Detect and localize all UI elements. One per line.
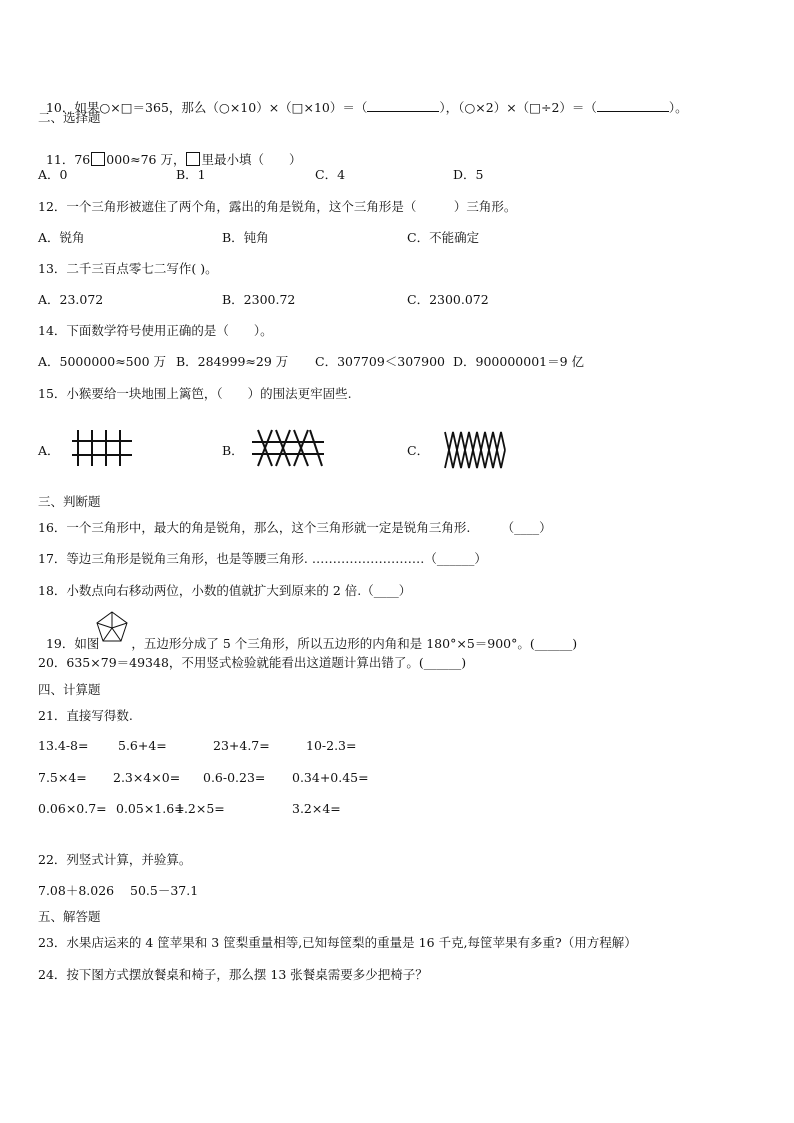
question-14: 14．下面数学符号使用正确的是（ ）。 <box>38 323 273 338</box>
calc-item: 3.2×4= <box>292 801 341 816</box>
calc-item: 1.2×5= <box>176 801 225 816</box>
option-b[interactable]: B．钝角 <box>222 230 269 245</box>
pentagon-diagram <box>95 610 129 644</box>
option-d[interactable]: D．900000001＝9 亿 <box>453 354 585 369</box>
fence-cross-image <box>250 428 326 468</box>
vertical-calc-item: 7.08＋8.026 <box>38 883 115 898</box>
question-18: 18．小数点向右移动两位，小数的值就扩大到原来的 2 倍.（____） <box>38 583 412 598</box>
question-24: 24．按下图方式摆放餐桌和椅子，那么摆 13 张餐桌需要多少把椅子？ <box>38 967 428 982</box>
question-12: 12．一个三角形被遮住了两个角，露出的角是锐角，这个三角形是（ ）三角形。 <box>38 199 517 214</box>
calc-item: 0.05×1.6= <box>116 801 185 816</box>
calc-item: 0.6-0.23= <box>203 770 266 785</box>
option-d[interactable]: D．5 <box>453 167 484 182</box>
calc-item: 5.6+4= <box>118 738 167 753</box>
calc-item: 7.5×4= <box>38 770 87 785</box>
option-c[interactable]: C． <box>407 443 430 458</box>
section-heading-choice: 二、选择题 <box>38 110 101 125</box>
answer-blank[interactable] <box>597 99 669 112</box>
calc-item: 0.34+0.45= <box>292 770 369 785</box>
option-c[interactable]: C．2300.072 <box>407 292 489 307</box>
fence-zigzag-image <box>443 430 507 470</box>
option-b[interactable]: B．284999≈29 万 <box>176 354 289 369</box>
option-a[interactable]: A． <box>38 443 60 458</box>
calc-item: 0.06×0.7= <box>38 801 107 816</box>
option-c[interactable]: C．不能确定 <box>407 230 480 245</box>
calc-item: 10-2.3= <box>306 738 357 753</box>
question-23: 23．水果店运来的 4 筐苹果和 3 筐梨重量相等,已知每筐梨的重量是 16 千克,每筐苹果有多重?（用方程解） <box>38 935 637 950</box>
blank-box <box>91 152 105 166</box>
option-a[interactable]: A．5000000≈500 万 <box>38 354 167 369</box>
question-11: 11．76 000≈76 万， 里最小填（ ） <box>45 152 302 167</box>
question-17: 17．等边三角形是锐角三角形，也是等腰三角形. ………………………（______） <box>38 551 487 566</box>
option-c[interactable]: C．4 <box>315 167 346 182</box>
vertical-calc-item: 50.5－37.1 <box>130 883 199 898</box>
option-a[interactable]: A．0 <box>38 167 68 182</box>
calc-item: 23+4.7= <box>213 738 270 753</box>
option-c[interactable]: C．307709＜307900 <box>315 354 445 369</box>
blank-box <box>186 152 200 166</box>
fence-grid-image <box>70 428 134 468</box>
section-heading-judge: 三、判断题 <box>38 494 101 509</box>
question-15: 15．小猴要给一块地围上篱笆，（ ）的围法更牢固些. <box>38 386 352 401</box>
question-21: 21．直接写得数. <box>38 708 133 723</box>
question-10: 10．如果○×□＝365，那么（○×10）×（□×10）＝（ ），（○×2）×（□÷2）＝（ ）。 <box>45 100 688 115</box>
section-heading-solve: 五、解答题 <box>38 909 101 924</box>
calc-item: 13.4-8= <box>38 738 89 753</box>
option-b[interactable]: B．2300.72 <box>222 292 296 307</box>
option-b[interactable]: B． <box>222 443 244 458</box>
answer-blank[interactable] <box>367 99 439 112</box>
option-a[interactable]: A．23.072 <box>38 292 104 307</box>
question-19: 19．如图 ，五边形分成了 5 个三角形，所以五边形的内角和是 180°×5＝900°。(______) <box>45 636 578 651</box>
section-heading-calc: 四、计算题 <box>38 682 101 697</box>
question-16: 16．一个三角形中，最大的角是锐角，那么，这个三角形就一定是锐角三角形. （____） <box>38 520 552 535</box>
option-b[interactable]: B．1 <box>176 167 206 182</box>
question-20: 20．635×79＝49348，不用竖式检验就能看出这道题计算出错了。(______) <box>38 655 467 670</box>
option-a[interactable]: A．锐角 <box>38 230 85 245</box>
question-22: 22．列竖式计算，并验算。 <box>38 852 192 867</box>
question-13: 13．二千三百点零七二写作( )。 <box>38 261 218 276</box>
calc-item: 2.3×4×0= <box>113 770 181 785</box>
